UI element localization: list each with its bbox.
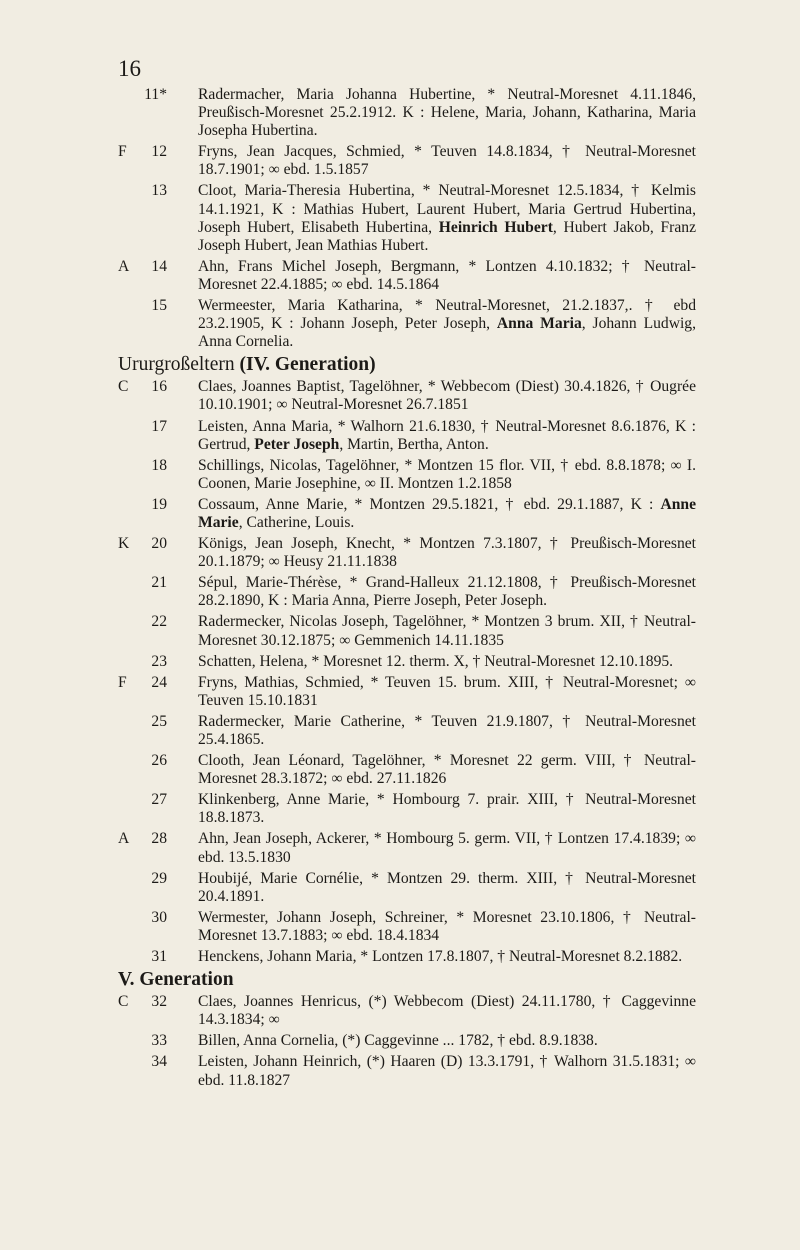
list-item [118,870,696,906]
section-heading-iv-normal: Ururgroßeltern [118,354,240,376]
entry-text: Radermacher, Maria Johanna Hubertine, * Neutral-Moresnet 4.11.1846, Preußisch-Moresnet 25.2.1912. K : Helene, Maria, Johann, Katharina, Maria Josepha Hubertina. [198,86,696,140]
entry-key [118,297,198,351]
list-item [118,1032,696,1050]
list-item [118,653,696,671]
entry-number: 17 [151,417,167,435]
entry-number: 34 [151,1053,167,1071]
entry-text-part: Wermeester, Maria Katharina, * Neutral-Moresnet, 21.2.1837,. † ebd 23.2.1905, K : Johann Joseph, Peter Joseph, [198,297,696,333]
entry-number: 14 [151,257,167,275]
entry-text: Claes, Joannes Baptist, Tagelöhner, * Webbecom (Diest) 30.4.1826, † Ougrée 10.10.1901; ∞ Neutral-Moresnet 26.7.1851 [198,378,696,414]
entry-letter: F [118,673,127,691]
entry-key [118,653,198,671]
entry-text-part: Cossaum, Anne Marie, * Montzen 29.5.1821, † ebd. 29.1.1887, K : [198,495,661,513]
entry-number: 32 [151,993,167,1011]
entry-number: 23 [151,652,167,670]
entry-text-part: , Hubert Jakob, Franz Joseph Hubert, Jean Mathias Hubert. [198,218,696,254]
entry-text: Henckens, Johann Maria, * Lontzen 17.8.1807, † Neutral-Moresnet 8.2.1882. [198,948,683,966]
entry-text-part: Cloot, Maria-Theresia Hubertina, * Neutral-Moresnet 12.5.1834, † Kelmis 14.1.1921, K : Mathias Hubert, Laurent Hubert, Maria Gertrud Hubertina, Joseph Hubert, Elisabeth Hubertina, [198,182,696,236]
entry-number: 18 [151,456,167,474]
entry-number: 26 [151,752,167,770]
entry-text: Radermecker, Marie Catherine, * Teuven 21.9.1807, † Neutral-Moresnet 25.4.1865. [198,712,696,748]
entry-number: 13 [151,182,167,200]
entry-number: 33 [151,1032,167,1050]
list-item [118,909,696,945]
entry-key [118,378,198,414]
list-item [118,791,696,827]
entry-key [118,496,198,532]
entry-key [118,457,198,493]
entry-key [118,713,198,749]
entry-key [118,791,198,827]
entries-generation-iii [118,86,696,351]
entry-key [118,1032,198,1050]
list-item [118,378,696,414]
entry-text-part: , Johann Ludwig, Anna Cornelia. [198,315,696,351]
entry-number: 11* [144,86,167,103]
entry-text: Ahn, Jean Joseph, Ackerer, * Hombourg 5. germ. VII, † Lontzen 17.4.1839; ∞ ebd. 13.5.1830 [198,830,696,866]
entry-text [198,418,696,454]
entry-number: 19 [151,495,167,513]
entry-text: Houbijé, Marie Cornélie, * Montzen 29. therm. XIII, † Neutral-Moresnet 20.4.1891. [198,869,696,905]
entry-text-part: Leisten, Anna Maria, * Walhorn 21.6.1830, † Neutral-Moresnet 8.6.1876, K : Gertrud, [198,417,696,453]
entry-text: Fryns, Mathias, Schmied, * Teuven 15. brum. XIII, † Neutral-Moresnet; ∞ Teuven 15.10.1831 [198,673,696,709]
list-item [118,674,696,710]
entry-number: 29 [151,869,167,887]
list-item [118,574,696,610]
entry-letter: C [118,378,129,396]
entries-generation-v [118,993,696,1089]
entry-text: Sépul, Marie-Thérèse, * Grand-Halleux 21.12.1808, † Preußisch-Moresnet 28.2.1890, K : Maria Anna, Pierre Joseph, Peter Joseph. [198,574,696,610]
entry-key [118,752,198,788]
list-item [118,297,696,351]
entry-key [118,613,198,649]
entry-text: Billen, Anna Cornelia, (*) Caggevinne ... 1782, † ebd. 8.9.1838. [198,1032,598,1050]
list-item [118,86,696,140]
entry-key [118,182,198,254]
entry-text-part: , Catherine, Louis. [238,513,355,531]
entry-key [118,418,198,454]
entry-key [118,143,198,179]
entry-key [118,86,198,140]
entry-text [198,496,696,532]
entry-text: Clooth, Jean Léonard, Tagelöhner, * Moresnet 22 germ. VIII, † Neutral-Moresnet 28.3.1872; ∞ ebd. 27.11.1826 [198,752,696,788]
entry-key [118,870,198,906]
entry-key [118,1053,198,1089]
entry-number: 22 [151,613,167,631]
entry-number: 28 [151,830,167,848]
entry-key [118,258,198,294]
entry-text-part: , Martin, Bertha, Anton. [339,435,489,453]
section-heading-iv-bold: (IV. Generation) [239,354,376,376]
list-item [118,143,696,179]
list-item [118,613,696,649]
entry-letter: K [118,535,130,553]
list-item [118,752,696,788]
list-item [118,535,696,571]
entry-text: Königs, Jean Joseph, Knecht, * Montzen 7.3.1807, † Preußisch-Moresnet 20.1.1879; ∞ Heusy 21.11.1838 [198,535,696,571]
entry-highlight-name: Heinrich Hubert [438,218,553,236]
entry-key [118,535,198,571]
list-item [118,1053,696,1089]
entry-text: Schillings, Nicolas, Tagelöhner, * Montzen 15 flor. VII, † ebd. 8.8.1878; ∞ I. Coonen, Marie Josephine, ∞ II. Montzen 1.2.1858 [198,456,696,492]
section-heading-iv [118,354,696,376]
list-item [118,830,696,866]
entry-number: 24 [151,673,167,691]
list-item [118,182,696,254]
entry-number: 30 [151,908,167,926]
entry-number: 16 [151,378,167,396]
list-item [118,258,696,294]
entry-letter: C [118,993,129,1011]
entry-text [198,297,696,351]
page-number: 16 [118,56,141,81]
section-heading-v: V. Generation [118,969,234,991]
entry-key [118,948,198,966]
genealogy-list [118,86,696,1093]
list-item [118,948,696,966]
entry-letter: A [118,830,130,848]
entry-number: 25 [151,712,167,730]
list-item [118,713,696,749]
entry-text: Klinkenberg, Anne Marie, * Hombourg 7. prair. XIII, † Neutral-Moresnet 18.8.1873. [198,791,696,827]
entry-number: 27 [151,791,167,809]
list-item [118,993,696,1029]
entry-number: 12 [151,143,167,161]
entry-key [118,830,198,866]
entry-text: Leisten, Johann Heinrich, (*) Haaren (D) 13.3.1791, † Walhorn 31.5.1831; ∞ ebd. 11.8.1827 [198,1053,696,1089]
list-item [118,496,696,532]
entry-text: Schatten, Helena, * Moresnet 12. therm. X, † Neutral-Moresnet 12.10.1895. [198,652,674,670]
entry-letter: F [118,143,127,161]
entry-text: Claes, Joannes Henricus, (*) Webbecom (Diest) 24.11.1780, † Caggevinne 14.3.1834; ∞ [198,993,696,1029]
entry-highlight-name: Peter Joseph [254,435,340,453]
entry-key [118,993,198,1029]
entry-text [198,182,696,254]
entry-highlight-name: Anna Maria [496,315,582,333]
entry-highlight-name: Anne Marie [198,495,696,531]
entry-number: 15 [151,297,167,315]
entry-text: Wermester, Johann Joseph, Schreiner, * Moresnet 23.10.1806, † Neutral-Moresnet 13.7.1883; ∞ ebd. 18.4.1834 [198,908,696,944]
entry-text: Radermecker, Nicolas Joseph, Tagelöhner, * Montzen 3 brum. XII, † Neutral-Moresnet 30.12.1875; ∞ Gemmenich 14.11.1835 [198,613,696,649]
list-item [118,418,696,454]
entry-text: Ahn, Frans Michel Joseph, Bergmann, * Lontzen 4.10.1832; † Neutral-Moresnet 22.4.1885; ∞ ebd. 14.5.1864 [198,257,696,293]
entry-letter: A [118,257,130,275]
entry-key [118,574,198,610]
list-item [118,457,696,493]
entry-key [118,674,198,710]
entry-number: 21 [151,574,167,592]
entry-text: Fryns, Jean Jacques, Schmied, * Teuven 14.8.1834, † Neutral-Moresnet 18.7.1901; ∞ ebd. 1.5.1857 [198,143,696,179]
entry-number: 31 [151,948,167,966]
entry-number: 20 [151,535,167,553]
entries-generation-iv [118,378,696,966]
entry-key [118,909,198,945]
